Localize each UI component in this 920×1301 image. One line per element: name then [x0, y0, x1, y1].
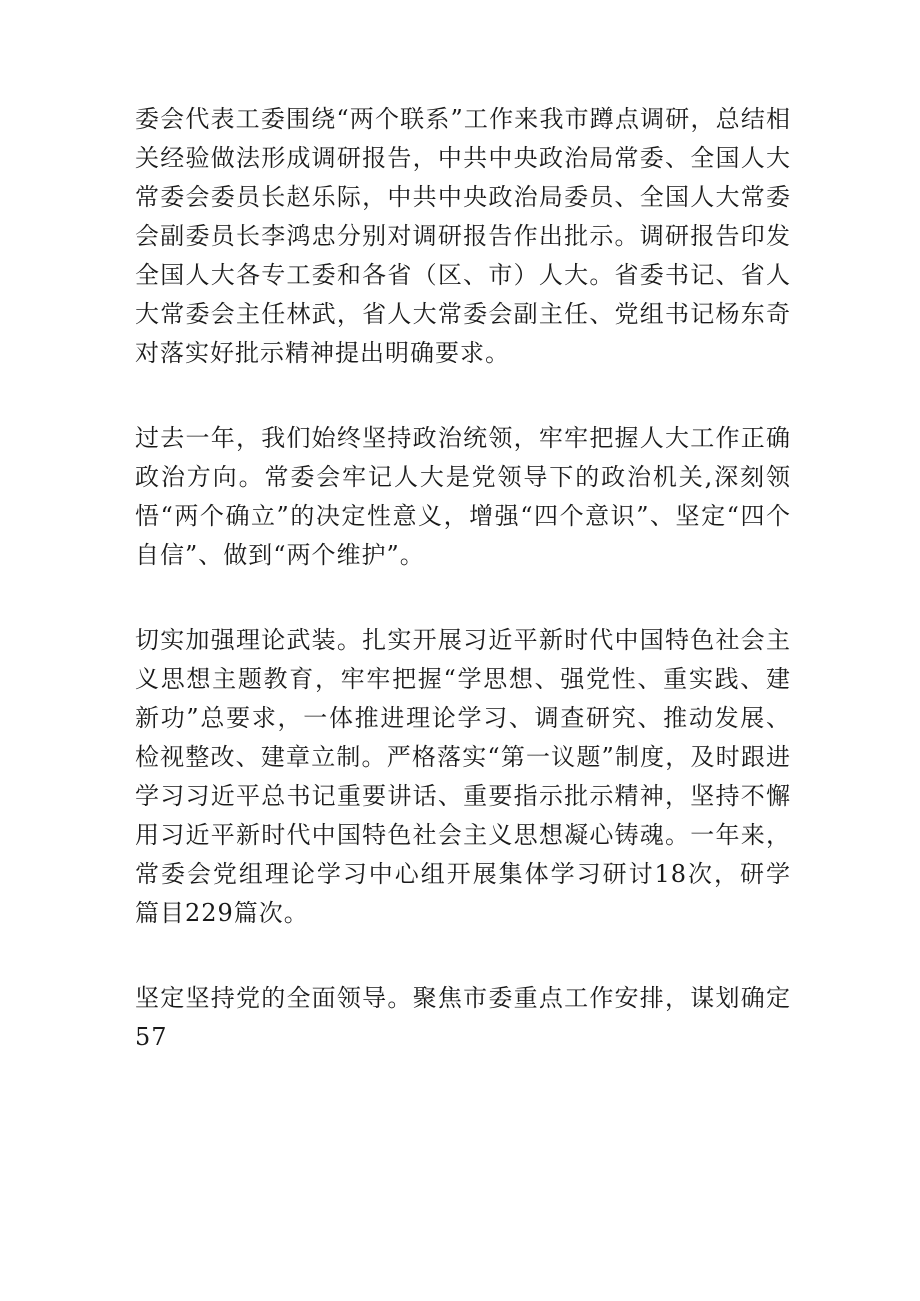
paragraph-3: 切实加强理论武装。扎实开展习近平新时代中国特色社会主义思想主题教育，牢牢把握“学思想、强党性、重实践、建新功”总要求，一体推进理论学习、调查研究、推动发展、检视整改、建章立制。严格落实“第一议题”制度，及时跟进学习习近平总书记重要讲话、重要指示批示精神，坚持不懈用习近平新时代中国特色社会主义思想凝心铸魂。一年来，常委会党组理论学习中心组开展集体学习研讨18次，研学篇目229篇次。: [135, 626, 791, 927]
paragraph-2: 过去一年，我们始终坚持政治统领，牢牢把握人大工作正确政治方向。常委会牢记人大是党领导下的政治机关,深刻领悟“两个确立”的决定性意义，增强“四个意识”、坚定“四个自信”、做到“两个维护”。: [135, 424, 791, 569]
paragraph-1: 委会代表工委围绕“两个联系”工作来我市蹲点调研，总结相关经验做法形成调研报告，中共中央政治局常委、全国人大常委会委员长赵乐际，中共中央政治局委员、全国人大常委会副委员长李鸿忠分别对调研报告作出批示。调研报告印发全国人大各专工委和各省（区、市）人大。省委书记、省人大常委会主任林武，省人大常委会副主任、党组书记杨东奇对落实好批示精神提出明确要求。: [135, 105, 791, 367]
document-body: [135, 100, 791, 1057]
paragraph-4: 坚定坚持党的全面领导。聚焦市委重点工作安排，谋划确定57: [135, 984, 791, 1051]
